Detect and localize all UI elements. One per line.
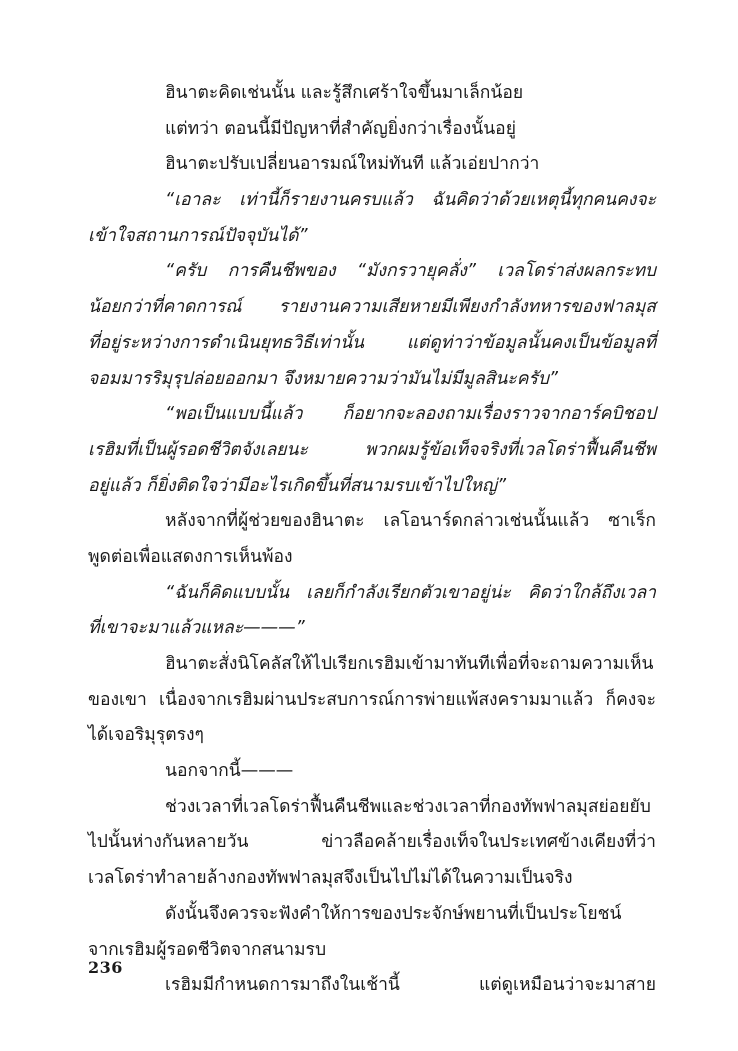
- page-number: 236: [88, 958, 123, 977]
- text-line: เรฮิมที่เป็นผู้รอดชีวิตจังเลยนะ พวกผมรู้ข้อเท็จจริงที่เวลโดร่าฟื้นคืนชีพ: [88, 439, 656, 460]
- text-line: เรฮิมมีกำหนดการมาถึงในเช้านี้ แต่ดูเหมือนว่าจะมาสาย: [165, 975, 656, 996]
- text-line: พูดต่อเพื่อแสดงการเห็นพ้อง: [88, 546, 293, 567]
- text-line: หลังจากที่ผู้ช่วยของฮินาตะ เลโอนาร์ดกล่าวเช่นนั้นแล้ว ซาเร็ก: [165, 511, 656, 532]
- text-line: ช่วงเวลาที่เวลโดร่าฟื้นคืนชีพและช่วงเวลาที่กองทัพฟาลมุสย่อยยับ: [165, 796, 651, 817]
- text-line: นอกจากนี้———: [165, 761, 294, 782]
- text-line: เวลโดร่าทำลายล้างกองทัพฟาลมุสจึงเป็นไปไม่ได้ในความเป็นจริง: [88, 868, 573, 889]
- text-line: ที่เขาจะมาแล้วแหละ———”: [88, 618, 305, 639]
- text-line: ไปนั้นห่างกันหลายวัน ข่าวลือคล้ายเรื่องเท็จในประเทศข้างเคียงที่ว่า: [88, 832, 656, 853]
- text-line: ดังนั้นจึงควรจะฟังคำให้การของประจักษ์พยานที่เป็นประโยชน์: [165, 903, 622, 924]
- text-line: ฮินาตะปรับเปลี่ยนอารมณ์ใหม่ทันที แล้วเอ่ยปากว่า: [165, 154, 540, 175]
- text-line: ฮินาตะสั่งนิโคลัสให้ไปเรียกเรฮิมเข้ามาทันทีเพื่อที่จะถามความเห็น: [165, 654, 654, 674]
- text-line: จอมมารริมุรุปล่อยออกมา จึงหมายความว่ามันไม่มีมูลสินะครับ”: [88, 368, 558, 389]
- text-line: ฮินาตะคิดเช่นนั้น และรู้สึกเศร้าใจขึ้นมาเล็กน้อย: [165, 83, 524, 103]
- text-line: “ครับ การคืนชีพของ “มังกรวายุคลั่ง” เวลโดร่าส่งผลกระทบ: [165, 261, 656, 282]
- text-line: เข้าใจสถานการณ์ปัจจุบันได้”: [88, 225, 308, 246]
- text-line: ที่อยู่ระหว่างการดำเนินยุทธวิธีเท่านั้น แต่ดูท่าว่าข้อมูลนั้นคงเป็นข้อมูลที่: [88, 332, 656, 353]
- text-line: “เอาละ เท่านี้ก็รายงานครบแล้ว ฉันคิดว่าด้วยเหตุนี้ทุกคนคงจะ: [165, 190, 656, 211]
- body-text: [88, 76, 656, 1004]
- text-line: จากเรฮิมผู้รอดชีวิตจากสนามรบ: [88, 939, 327, 960]
- text-line: ได้เจอริมุรุตรงๆ: [88, 725, 204, 746]
- text-line: “ฉันก็คิดแบบนั้น เลยก็กำลังเรียกตัวเขาอยู่น่ะ คิดว่าใกล้ถึงเวลา: [165, 582, 656, 603]
- text-line: “พอเป็นแบบนี้แล้ว ก็อยากจะลองถามเรื่องราวจากอาร์คบิชอป: [165, 404, 656, 425]
- text-line: น้อยกว่าที่คาดการณ์ รายงานความเสียหายมีเพียงกำลังทหารของฟาลมุส: [88, 297, 656, 318]
- text-line: แต่ทว่า ตอนนี้มีปัญหาที่สำคัญยิ่งกว่าเรื่องนั้นอยู่: [165, 118, 516, 139]
- text-line: อยู่แล้ว ก็ยิ่งติดใจว่ามีอะไรเกิดขึ้นที่สนามรบเข้าไปใหญ่”: [88, 475, 507, 496]
- text-line: ของเขา เนื่องจากเรฮิมผ่านประสบการณ์การพ่ายแพ้สงครามมาแล้ว ก็คงจะ: [88, 689, 656, 710]
